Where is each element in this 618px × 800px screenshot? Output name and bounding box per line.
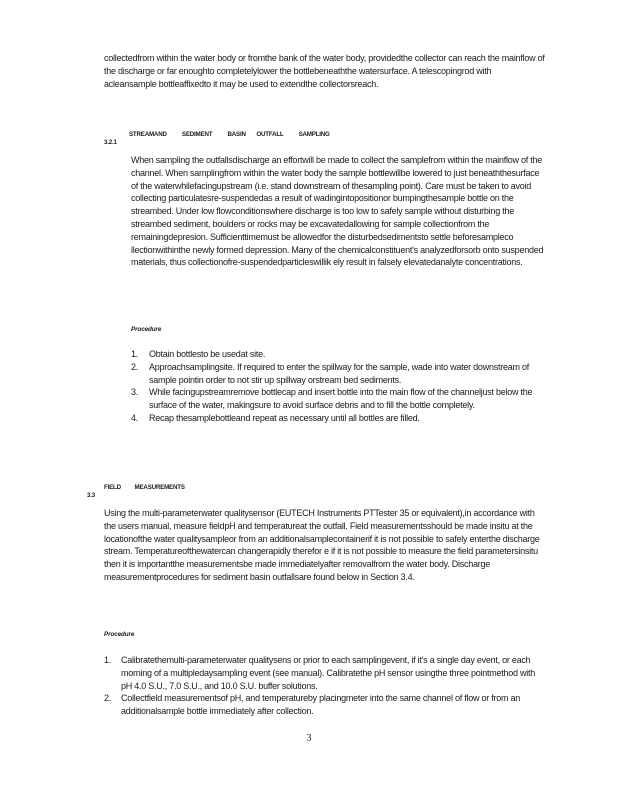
page-number: 3 — [306, 733, 312, 744]
section-number: 3.3 — [87, 492, 96, 499]
section-title: STREAMAND SEDIMENT BASIN OUTFALL SAMPLING — [129, 131, 330, 138]
procedure-list — [131, 348, 546, 425]
section-33-heading — [87, 484, 185, 502]
list-item: 2. Approachsamplingsite. If required to enter the spillway for the sample, wade into water downstream of sample pointin order to not stir up spillway orstream bed sediments. — [131, 361, 529, 385]
list-item: 4. Recap thesamplebottleand repeat as necessary until all bottles are filled. — [131, 412, 420, 423]
section-title: FIELD MEASUREMENTS — [104, 484, 185, 491]
section-number: 3.2.1 — [104, 139, 117, 146]
procedure-list — [104, 654, 546, 718]
list-item: 1. Obtain bottlesto be usedat site. — [131, 349, 266, 359]
list-item: 2. Collectfield measurementsof pH, and temperatureby placingmeter into the same channel of flow or from an additionalsample bottle immediately after collection. — [104, 693, 520, 717]
list-item: 1. Calibratethemulti-parameterwater qualitysens or prior to each samplingevent, if it's a single day event, or each morning of a multipledaysampling event (see manual). Calibratethe pH sensor usingthe three pointmethod with pH 4.0 S.U., 7.0 S.U., and 10.0 S.U. buffer solutions. — [104, 655, 535, 691]
list-item: 3. While facingupstreamremove bottlecap and insert bottle into the main flow of the channeljust below the surface of the water, makingsure to avoid surface debris and to fill the bottle completely. — [131, 387, 533, 411]
intro-paragraph: collectedfrom within the water body or fromthe bank of the water body, providedthe collector can reach the mainflow of the discharge or far enoughto completelylower the bottlebeneaththe watersurface. A telescopingrod with acleansample bottleaffixedto it may be used to extendthe collectorsreach. — [104, 53, 545, 89]
procedure-label: Procedure — [104, 631, 135, 638]
section-33-paragraph: Using the multi-parameterwater qualitysensor (EUTECH Instruments PTTester 35 or equivalent),in accordance with the users manual, measure fieldpH and temperatureat the outfall. Field measurementsshould be made insitu at the locationofthe water qualitysampleor from an additionalsamplecontainerif it is not possible to safely enterthe discharge stream. Temperatureofthewatercan changerapidly therefor e if it is not possible to measure the field parametersinsitu then it is importantthe measurementsbe made immediatelyafter removalfrom the water body. Discharge measurementprocedures for sediment basin outfallsare found below in Section 3.4. — [104, 508, 540, 582]
section-321-paragraph: When sampling the outfallsdischarge an effortwill be made to collect the samplefrom within the mainflow of the channel. When samplingfrom within the water body the sample bottlewillbe lowered to just beneaththesurface of the waterwhilefacingupstream (i.e. stand downstream of thesampling point). Care must be taken to avoid collecting particulatesre-suspendedas a result of wadingintopositionor bumpingthesample bottle on the streambed. Under low flowconditionswhere discharge is too low to safely sample without disturbing the streambed sediment, boulders or rocks may be excavatedallowing for sample collectionfrom the remainingdepresion. Sufficienttimemust be allowedfor the disturbedsedimentsto settle beforesampleco llectionwithinthe newly formed depression. Many of the chemicalconstituent's analyzedforsorb onto suspended materials, thus collectionofre-suspendedparticleswillik ely result in falsely elevatedanalyte concentrations. — [131, 155, 544, 268]
procedure-label: Procedure — [131, 326, 162, 333]
section-321-heading — [104, 131, 330, 149]
